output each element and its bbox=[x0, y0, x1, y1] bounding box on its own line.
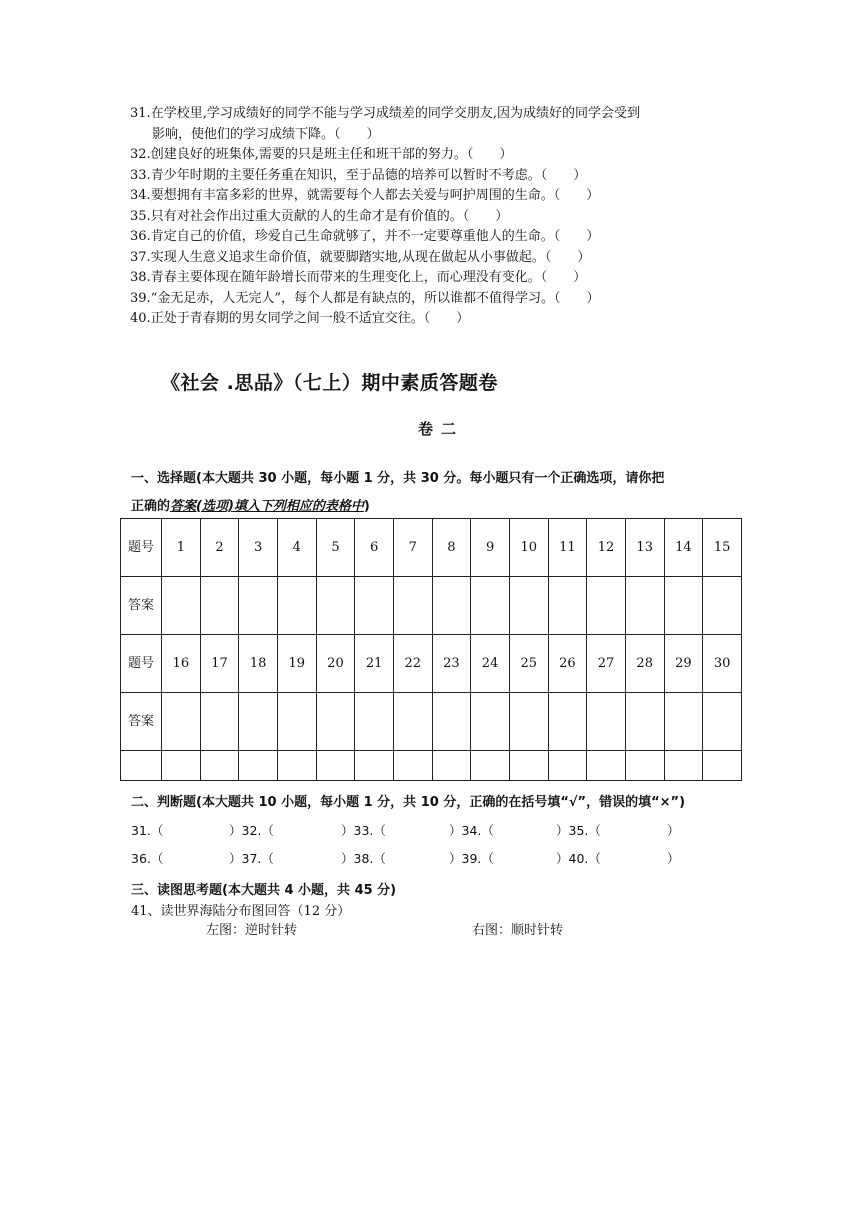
answer-cell[interactable] bbox=[355, 577, 394, 635]
cell-number: 11 bbox=[548, 519, 587, 577]
answer-cell[interactable] bbox=[239, 577, 278, 635]
table-row-question-numbers-1 bbox=[121, 519, 742, 577]
cell-number: 6 bbox=[355, 519, 394, 577]
question-41: 41、读世界海陆分布图回答（12 分） bbox=[131, 904, 351, 919]
cell-number: 1 bbox=[162, 519, 201, 577]
blank-cell bbox=[393, 751, 432, 781]
cell-number: 13 bbox=[625, 519, 664, 577]
tf-answer-32[interactable]: ）32.（ bbox=[229, 823, 274, 838]
blank-cell bbox=[703, 751, 742, 781]
question-36: 36.肯定自己的价值，珍爱自己生命就够了，并不一定要尊重他人的生命。（ ） bbox=[130, 229, 600, 244]
answer-cell[interactable] bbox=[548, 693, 587, 751]
question-37: 37.实现人生意义追求生命价值，就要脚踏实地,从现在做起从小事做起。（ ） bbox=[130, 249, 591, 265]
question-34: 34.要想拥有丰富多彩的世界，就需要每个人都去关爱与呵护周围的生命。（ ） bbox=[130, 188, 600, 203]
tf-answer-37[interactable]: ）37.（ bbox=[229, 851, 274, 866]
question-32: 32.创建良好的班集体,需要的只是班主任和班干部的努力。（ ） bbox=[130, 147, 513, 162]
cell-number: 19 bbox=[277, 635, 316, 693]
answer-cell[interactable] bbox=[703, 693, 742, 751]
answer-cell[interactable] bbox=[625, 577, 664, 635]
answer-cell[interactable] bbox=[548, 577, 587, 635]
cell-number: 25 bbox=[509, 635, 548, 693]
cell-number: 23 bbox=[432, 635, 471, 693]
table-row-question-numbers-2 bbox=[121, 635, 742, 693]
blank-cell bbox=[471, 751, 510, 781]
answer-cell[interactable] bbox=[162, 577, 201, 635]
cell-number: 14 bbox=[664, 519, 703, 577]
table-row-answers-2 bbox=[121, 693, 742, 751]
question-31: 31.在学校里,学习成绩好的同学不能与学习成绩差的同学交朋友,因为成绩好的同学会受到 bbox=[130, 106, 640, 121]
answer-table bbox=[120, 518, 742, 781]
blank-cell bbox=[548, 751, 587, 781]
table-row-blank bbox=[121, 751, 742, 781]
cell-number: 9 bbox=[471, 519, 510, 577]
table-row-answers-1 bbox=[121, 577, 742, 635]
answer-cell[interactable] bbox=[200, 577, 239, 635]
section-1-instructions: 一、选择题(本大题共 30 小题，每小题 1 分，共 30 分。每小题只有一个正确选项，请你把 正确的答案(选项)填入下列相应的表格中) bbox=[131, 471, 665, 514]
tf-answer-33[interactable]: ）33.（ bbox=[341, 823, 386, 838]
tf-answer-40[interactable]: ）40.（ bbox=[556, 851, 601, 866]
cell-number: 8 bbox=[432, 519, 471, 577]
answer-cell[interactable] bbox=[587, 577, 626, 635]
cell-number: 2 bbox=[200, 519, 239, 577]
cell-number: 3 bbox=[239, 519, 278, 577]
answer-cell[interactable] bbox=[316, 693, 355, 751]
cell-number: 30 bbox=[703, 635, 742, 693]
label-answer: 答案 bbox=[121, 577, 162, 635]
section-3-instructions: 三、读图思考题(本大题共 4 小题，共 45 分) bbox=[131, 883, 397, 898]
section-2-instructions: 二、判断题(本大题共 10 小题，每小题 1 分，共 10 分，正确的在括号填“√”，错误的填“×”) bbox=[131, 795, 686, 810]
cell-number: 22 bbox=[393, 635, 432, 693]
cell-number: 24 bbox=[471, 635, 510, 693]
blank-cell bbox=[432, 751, 471, 781]
answer-cell[interactable] bbox=[664, 577, 703, 635]
answer-cell[interactable] bbox=[432, 693, 471, 751]
cell-number: 17 bbox=[200, 635, 239, 693]
cell-number: 21 bbox=[355, 635, 394, 693]
cell-number: 4 bbox=[277, 519, 316, 577]
blank-cell bbox=[277, 751, 316, 781]
blank-cell bbox=[509, 751, 548, 781]
answer-cell[interactable] bbox=[239, 693, 278, 751]
cell-number: 27 bbox=[587, 635, 626, 693]
question-31-continued: 影响，使他们的学习成绩下降。（ ） bbox=[152, 126, 380, 142]
blank-cell bbox=[316, 751, 355, 781]
answer-cell[interactable] bbox=[509, 693, 548, 751]
cell-number: 20 bbox=[316, 635, 355, 693]
tf-answer-38[interactable]: ）38.（ bbox=[341, 851, 386, 866]
left-figure-caption: 左图：逆时针转 bbox=[206, 923, 298, 938]
blank-cell bbox=[664, 751, 703, 781]
answer-cell[interactable] bbox=[664, 693, 703, 751]
tf-close: ） bbox=[667, 851, 680, 866]
blank-cell bbox=[162, 751, 201, 781]
answer-cell[interactable] bbox=[277, 693, 316, 751]
page-title: 《社会 .思品》（七上）期中素质答题卷 bbox=[161, 372, 498, 394]
cell-number: 16 bbox=[162, 635, 201, 693]
cell-number: 18 bbox=[239, 635, 278, 693]
cell-number: 15 bbox=[703, 519, 742, 577]
question-33: 33.青少年时期的主要任务重在知识，至于品德的培养可以暂时不考虑。（ ） bbox=[130, 167, 587, 183]
tf-answer-36[interactable]: 36.（ bbox=[131, 851, 164, 866]
answer-cell[interactable] bbox=[587, 693, 626, 751]
blank-cell bbox=[355, 751, 394, 781]
tf-close: ） bbox=[667, 823, 680, 838]
question-38: 38.青春主要体现在随年龄增长而带来的生理变化上，而心理没有变化。（ ） bbox=[130, 270, 587, 285]
answer-cell[interactable] bbox=[316, 577, 355, 635]
cell-number: 7 bbox=[393, 519, 432, 577]
blank-cell bbox=[200, 751, 239, 781]
tf-answer-31[interactable]: 31.（ bbox=[131, 823, 164, 838]
blank-cell bbox=[239, 751, 278, 781]
cell-number: 10 bbox=[509, 519, 548, 577]
answer-cell[interactable] bbox=[162, 693, 201, 751]
true-false-question-list bbox=[130, 104, 750, 330]
label-question-number: 题号 bbox=[121, 635, 162, 693]
blank-cell bbox=[587, 751, 626, 781]
blank-cell bbox=[121, 751, 162, 781]
right-figure-caption: 右图：顺时针转 bbox=[472, 923, 564, 938]
cell-number: 28 bbox=[625, 635, 664, 693]
cell-number: 29 bbox=[664, 635, 703, 693]
answer-cell[interactable] bbox=[200, 693, 239, 751]
paper-subtitle: 卷二 bbox=[418, 420, 465, 438]
question-40: 40.正处于青春期的男女同学之间一般不适宜交往。（ ） bbox=[130, 311, 470, 326]
cell-number: 12 bbox=[587, 519, 626, 577]
tf-answer-35[interactable]: ）35.（ bbox=[556, 823, 601, 838]
answer-cell[interactable] bbox=[625, 693, 664, 751]
label-question-number: 题号 bbox=[121, 519, 162, 577]
answer-cell[interactable] bbox=[432, 577, 471, 635]
answer-cell[interactable] bbox=[471, 577, 510, 635]
true-false-answer-row-2 bbox=[131, 849, 751, 869]
cell-number: 26 bbox=[548, 635, 587, 693]
question-39: 39.“金无足赤，人无完人”，每个人都是有缺点的，所以谁都不值得学习。（ ） bbox=[130, 290, 600, 306]
answer-cell[interactable] bbox=[393, 693, 432, 751]
answer-cell[interactable] bbox=[703, 577, 742, 635]
answer-cell[interactable] bbox=[471, 693, 510, 751]
answer-cell[interactable] bbox=[355, 693, 394, 751]
true-false-answer-row-1 bbox=[131, 821, 751, 841]
tf-answer-34[interactable]: ）34.（ bbox=[449, 823, 494, 838]
blank-cell bbox=[625, 751, 664, 781]
answer-cell[interactable] bbox=[393, 577, 432, 635]
tf-answer-39[interactable]: ）39.（ bbox=[449, 851, 494, 866]
question-35: 35.只有对社会作出过重大贡献的人的生命才是有价值的。（ ） bbox=[130, 208, 509, 224]
answer-cell[interactable] bbox=[277, 577, 316, 635]
cell-number: 5 bbox=[316, 519, 355, 577]
answer-cell[interactable] bbox=[509, 577, 548, 635]
label-answer: 答案 bbox=[121, 693, 162, 751]
